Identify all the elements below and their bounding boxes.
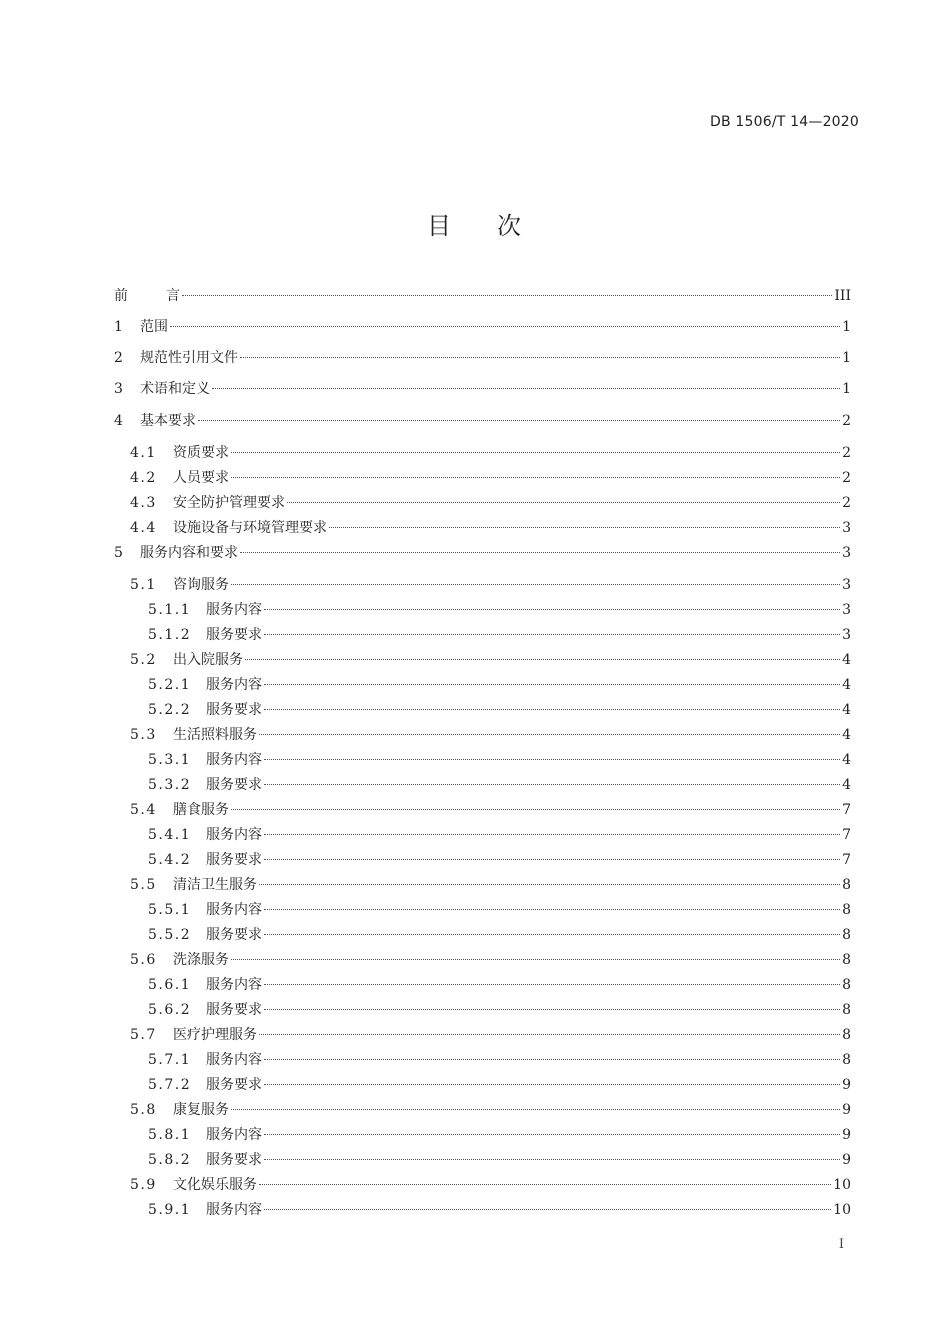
toc-entry[interactable]	[114, 799, 851, 824]
toc-entry-number: 5.1	[130, 576, 157, 593]
toc-title	[0, 206, 950, 241]
toc-entry[interactable]	[114, 924, 851, 949]
toc-entry-page: 3	[842, 601, 851, 618]
toc-entry[interactable]	[114, 1074, 851, 1099]
toc-entry-page: 7	[842, 851, 851, 868]
toc-entry-label: 服务内容	[206, 601, 262, 618]
toc-entry-label: 言	[166, 288, 180, 304]
toc-entry-page: 9	[842, 1126, 851, 1143]
toc-entry-number: 4.2	[130, 469, 157, 486]
toc-entry-page: 2	[842, 412, 851, 429]
toc-leader-dots	[287, 501, 840, 503]
toc-entry-label: 服务要求	[206, 1076, 262, 1093]
toc-leader-dots	[170, 325, 840, 327]
toc-entry-label: 洗涤服务	[173, 951, 229, 968]
toc-entry-label: 服务要求	[206, 776, 262, 793]
toc-leader-dots	[212, 387, 840, 389]
toc-entry[interactable]	[114, 1024, 851, 1049]
toc-leader-dots	[264, 608, 840, 610]
toc-entry-page: 3	[842, 626, 851, 643]
toc-entry-label: 服务内容	[206, 1051, 262, 1068]
toc-entry-page: 8	[842, 1051, 851, 1068]
toc-leader-dots	[264, 1008, 840, 1010]
toc-entry[interactable]	[114, 378, 851, 409]
toc-entry-number: 5.8.1	[148, 1126, 192, 1143]
toc-entry-label: 出入院服务	[173, 651, 243, 668]
toc-leader-dots	[231, 1108, 840, 1110]
toc-entry-label: 服务内容	[206, 751, 262, 768]
toc-entry-page: 9	[842, 1076, 851, 1093]
toc-entry-label: 康复服务	[173, 1101, 229, 1118]
toc-entry-label: 清洁卫生服务	[173, 876, 257, 893]
toc-entry-number: 5	[114, 544, 125, 561]
toc-leader-dots	[259, 733, 840, 735]
toc-entry-number: 5.6.2	[148, 1001, 192, 1018]
toc-entry-page: 2	[842, 494, 851, 511]
toc-entry[interactable]	[114, 285, 851, 316]
toc-entry[interactable]	[114, 599, 851, 624]
toc-entry-number: 5.3.2	[148, 776, 192, 793]
toc-entry[interactable]	[114, 774, 851, 799]
toc-entry[interactable]	[114, 949, 851, 974]
toc-entry-label: 生活照料服务	[173, 726, 257, 743]
footer-page-number: I	[838, 1237, 844, 1252]
toc-leader-dots	[198, 419, 840, 421]
toc-entry[interactable]	[114, 974, 851, 999]
toc-entry-label: 服务要求	[206, 1001, 262, 1018]
toc-leader-dots	[264, 1133, 840, 1135]
toc-entry[interactable]	[114, 674, 851, 699]
toc-entry[interactable]	[114, 1174, 851, 1199]
toc-entry-page: 4	[842, 676, 851, 693]
toc-entry-label: 服务内容	[206, 1201, 262, 1218]
toc-entry-number: 5.3.1	[148, 751, 192, 768]
toc-entry[interactable]	[114, 649, 851, 674]
toc-entry[interactable]	[114, 517, 851, 542]
toc-leader-dots	[264, 1083, 840, 1085]
toc-entry-page: 10	[833, 1176, 851, 1193]
toc-entry[interactable]	[114, 624, 851, 649]
toc-entry-number: 4.1	[130, 444, 157, 461]
toc-entry-number: 3	[114, 381, 125, 398]
toc-leader-dots	[231, 476, 840, 478]
toc-list	[114, 285, 851, 1224]
toc-entry-page: 4	[842, 751, 851, 768]
toc-leader-dots	[245, 658, 840, 660]
toc-leader-dots	[182, 294, 832, 296]
toc-entry-number: 5.2.1	[148, 676, 192, 693]
toc-entry[interactable]	[114, 724, 851, 749]
toc-leader-dots	[240, 551, 840, 553]
toc-entry-label: 咨询服务	[173, 576, 229, 593]
toc-entry[interactable]	[114, 316, 851, 347]
toc-entry-label: 膳食服务	[173, 801, 229, 818]
toc-entry[interactable]	[114, 874, 851, 899]
toc-entry-page: 7	[842, 801, 851, 818]
toc-entry-number: 5.8.2	[148, 1151, 192, 1168]
toc-leader-dots	[264, 783, 840, 785]
toc-entry-label: 设施设备与环境管理要求	[173, 519, 327, 536]
toc-entry-number: 2	[114, 350, 125, 367]
toc-entry-number: 5.6	[130, 951, 157, 968]
toc-entry[interactable]	[114, 442, 851, 467]
toc-leader-dots	[240, 356, 840, 358]
toc-entry-label: 服务要求	[206, 1151, 262, 1168]
toc-entry-label: 服务要求	[206, 701, 262, 718]
toc-entry-number: 前	[114, 288, 130, 304]
toc-entry-page: 1	[842, 319, 851, 335]
toc-entry[interactable]	[114, 749, 851, 774]
toc-entry-number: 5.6.1	[148, 976, 192, 993]
toc-entry[interactable]	[114, 999, 851, 1024]
toc-leader-dots	[231, 958, 840, 960]
toc-entry-number: 5.7.2	[148, 1076, 192, 1093]
toc-entry-page: 4	[842, 701, 851, 718]
toc-leader-dots	[264, 933, 840, 935]
toc-entry-label: 术语和定义	[140, 381, 210, 398]
toc-entry-page: 3	[842, 544, 851, 561]
toc-entry[interactable]	[114, 1049, 851, 1074]
toc-entry-page: 8	[842, 1026, 851, 1043]
toc-entry-label: 基本要求	[140, 412, 196, 429]
toc-entry-number: 5.4.2	[148, 851, 192, 868]
toc-leader-dots	[231, 451, 840, 453]
toc-entry-number: 5.3	[130, 726, 157, 743]
toc-entry-label: 服务内容	[206, 1126, 262, 1143]
toc-leader-dots	[231, 583, 840, 585]
toc-leader-dots	[264, 683, 840, 685]
toc-entry-label: 服务内容	[206, 901, 262, 918]
toc-leader-dots	[231, 808, 840, 810]
toc-entry[interactable]	[114, 467, 851, 492]
toc-leader-dots	[329, 526, 840, 528]
toc-entry-label: 文化娱乐服务	[173, 1176, 257, 1193]
toc-leader-dots	[259, 883, 840, 885]
toc-entry-number: 5.5.1	[148, 901, 192, 918]
toc-entry-page: III	[834, 288, 851, 304]
toc-entry-label: 服务要求	[206, 851, 262, 868]
toc-entry[interactable]	[114, 410, 851, 441]
toc-entry-number: 4.3	[130, 494, 157, 511]
toc-entry-page: 9	[842, 1151, 851, 1168]
toc-entry[interactable]	[114, 574, 851, 599]
toc-entry-page: 3	[842, 576, 851, 593]
toc-entry-page: 8	[842, 901, 851, 918]
toc-entry-page: 10	[833, 1201, 851, 1218]
toc-entry[interactable]	[114, 1149, 851, 1174]
toc-entry[interactable]	[114, 542, 851, 573]
toc-entry-label: 人员要求	[173, 469, 229, 486]
toc-leader-dots	[264, 1208, 831, 1210]
toc-entry-number: 5.9	[130, 1176, 157, 1193]
toc-entry-number: 5.5.2	[148, 926, 192, 943]
toc-leader-dots	[264, 833, 840, 835]
toc-entry[interactable]	[114, 1124, 851, 1149]
toc-entry-label: 规范性引用文件	[140, 350, 238, 367]
toc-entry-page: 2	[842, 469, 851, 486]
toc-entry-number: 5.1.2	[148, 626, 192, 643]
toc-entry[interactable]	[114, 1199, 851, 1224]
toc-title-char-1: 目	[427, 212, 453, 240]
toc-title-char-2: 次	[497, 212, 523, 240]
toc-entry[interactable]	[114, 899, 851, 924]
toc-entry-number: 5.4.1	[148, 826, 192, 843]
toc-entry-number: 5.2.2	[148, 701, 192, 718]
toc-leader-dots	[264, 983, 840, 985]
toc-entry[interactable]	[114, 1099, 851, 1124]
toc-entry[interactable]	[114, 347, 851, 378]
toc-leader-dots	[264, 1058, 840, 1060]
toc-entry-page: 1	[842, 381, 851, 398]
toc-entry-label: 服务内容	[206, 976, 262, 993]
toc-entry-page: 4	[842, 651, 851, 668]
toc-entry-number: 5.9.1	[148, 1201, 192, 1218]
toc-entry-number: 5.7	[130, 1026, 157, 1043]
toc-entry-number: 5.2	[130, 651, 157, 668]
toc-leader-dots	[264, 708, 840, 710]
toc-entry-number: 1	[114, 319, 125, 335]
toc-leader-dots	[264, 908, 840, 910]
toc-entry[interactable]	[114, 824, 851, 849]
toc-entry-page: 8	[842, 1001, 851, 1018]
toc-entry-number: 5.4	[130, 801, 157, 818]
toc-entry[interactable]	[114, 699, 851, 724]
standard-code: DB 1506/T 14—2020	[709, 114, 859, 130]
toc-leader-dots	[259, 1183, 831, 1185]
toc-entry-number: 5.5	[130, 876, 157, 893]
toc-entry-page: 1	[842, 350, 851, 367]
toc-entry-number: 5.8	[130, 1101, 157, 1118]
toc-entry-label: 服务要求	[206, 926, 262, 943]
toc-entry-label: 服务内容	[206, 676, 262, 693]
toc-entry-page: 8	[842, 976, 851, 993]
toc-leader-dots	[264, 758, 840, 760]
toc-entry-page: 2	[842, 444, 851, 461]
toc-entry-label: 范围	[140, 319, 168, 335]
toc-entry-page: 9	[842, 1101, 851, 1118]
toc-entry-label: 服务要求	[206, 626, 262, 643]
toc-entry[interactable]	[114, 492, 851, 517]
toc-entry-number: 4.4	[130, 519, 157, 536]
toc-entry-label: 资质要求	[173, 444, 229, 461]
toc-entry-page: 3	[842, 519, 851, 536]
toc-entry-page: 8	[842, 926, 851, 943]
toc-leader-dots	[264, 633, 840, 635]
toc-entry-page: 7	[842, 826, 851, 843]
toc-entry-page: 4	[842, 776, 851, 793]
toc-entry-number: 4	[114, 412, 125, 429]
toc-entry-number: 5.7.1	[148, 1051, 192, 1068]
toc-entry-label: 服务内容	[206, 826, 262, 843]
toc-entry-number: 5.1.1	[148, 601, 192, 618]
toc-entry-page: 8	[842, 876, 851, 893]
toc-entry-label: 医疗护理服务	[173, 1026, 257, 1043]
toc-entry-label: 服务内容和要求	[140, 544, 238, 561]
toc-leader-dots	[264, 1158, 840, 1160]
toc-entry-page: 4	[842, 726, 851, 743]
toc-leader-dots	[259, 1033, 840, 1035]
toc-leader-dots	[264, 858, 840, 860]
toc-entry-page: 8	[842, 951, 851, 968]
toc-entry-label: 安全防护管理要求	[173, 494, 285, 511]
toc-entry[interactable]	[114, 849, 851, 874]
